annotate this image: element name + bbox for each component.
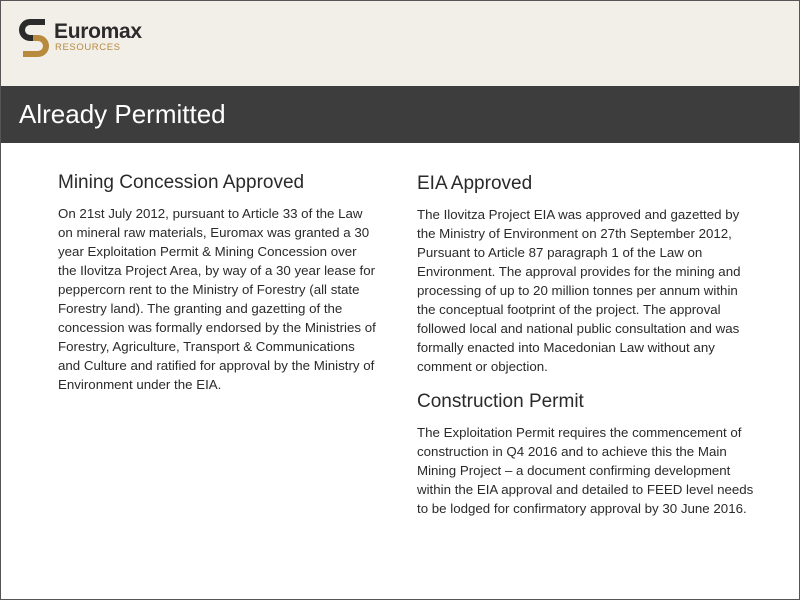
section-spacer (417, 376, 757, 391)
construction-permit-body: The Exploitation Permit requires the commencement of construction in Q4 2016 and to achieve this the Main Mining Project – a document confirming development within the EIA approval and detailed to FEED level needs to be lodged for confirmatory approval by 30 June 2016. (417, 425, 754, 516)
mining-concession-heading: Mining Concession Approved (58, 172, 305, 193)
mining-concession-body: On 21st July 2012, pursuant to Article 33 of the Law on mineral raw materials, Euromax was granted a 30 year Exploitation Permit & Mining Concession over the Ilovitza Project Area, by way of a 30 year lease for peppercorn rent to the Ministry of Forestry (all state Forestry land). The granting and gazetting of the concession was formally endorsed by the Ministries of Forestry, Agriculture, Transport & Communications and Culture and ratified for approval by the Ministry of Environment under the EIA. (58, 206, 376, 392)
left-column (58, 172, 398, 394)
construction-permit-heading: Construction Permit (417, 391, 584, 412)
logo-band (1, 1, 799, 86)
title-bar (1, 86, 799, 143)
brand-subline: RESOURCES (55, 42, 121, 53)
brand-name: Euromax (54, 20, 142, 43)
eia-body: The Ilovitza Project EIA was approved and gazetted by the Ministry of Environment on 27th September 2012, Pursuant to Article 87 paragraph 1 of the Law on Environment. The approval provides for the mining and processing of up to 20 million tonnes per annum within the conceptual footprint of the project. The approval followed local and national public consultation and was formally enacted into Macedonian Law without any comment or objection. (417, 207, 741, 374)
page-title: Already Permitted (19, 99, 226, 129)
euromax-logo-icon (19, 18, 49, 58)
company-logo (19, 18, 159, 58)
right-column (417, 173, 757, 518)
eia-heading: EIA Approved (417, 173, 533, 194)
